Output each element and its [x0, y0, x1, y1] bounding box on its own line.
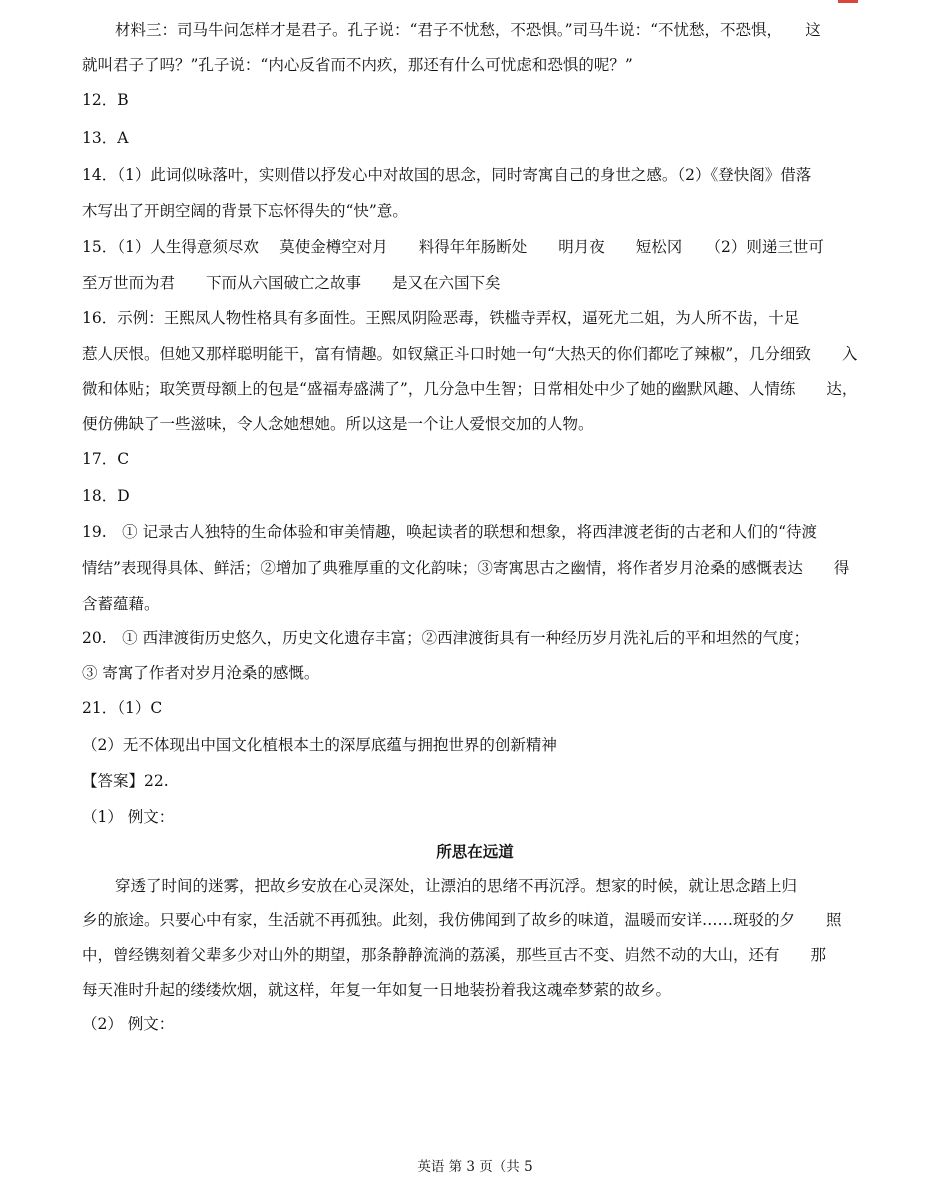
answer-21-part-2: （2）无不体现出中国文化植根本土的深厚底蕴与拥抱世界的创新精神 — [82, 736, 557, 754]
essay-line-3: 中，曾经镌刻着父辈多少对山外的期望，那条静静流淌的荔溪，那些亘古不变、岿然不动的大山，还有 那 — [82, 946, 827, 964]
essay-title: 所思在远道 — [436, 843, 514, 861]
answer-12: 12．B — [82, 91, 129, 109]
answer-14-line-1: 14．（1）此词似咏落叶，实则借以抒发心中对故国的思念，同时寄寓自己的身世之感。（2）《登快阁》借落 — [82, 166, 812, 184]
answer-16-line-1: 16．示例：王熙凤人物性格具有多面性。王熙凤阴险恶毒，铁槛寺弄权，逼死尤二姐，为人所不齿，十足 — [82, 309, 800, 327]
answer-19-line-2: 情结”表现得具体、鲜活；②增加了典雅厚重的文化韵味；③寄寓思古之幽情，将作者岁月沧桑的感慨表达 得 — [82, 559, 850, 577]
answer-21-part-1: 21．（1）C — [82, 699, 163, 717]
example-2-label: （2） 例文： — [82, 1015, 175, 1033]
answer-16-line-3: 微和体贴；取笑贾母额上的包是“盛福寿盛满了”，几分急中生智；日常相处中少了她的幽默风趣、人情练 达， — [82, 380, 858, 398]
answer-15-line-2: 至万世而为君 下而从六国破亡之故事 是又在六国下矣 — [82, 274, 501, 292]
answer-22-label: 【答案】22. — [82, 772, 169, 790]
answer-19-line-1: 19. ① 记录古人独特的生命体验和审美情趣，唤起读者的联想和想象，将西津渡老街的古老和人们的“待渡 — [82, 523, 818, 541]
answer-13: 13．A — [82, 129, 129, 147]
material-three-line-2: 就叫君子了吗？”孔子说：“内心反省而不内疚，那还有什么可忧虑和恐惧的呢？” — [82, 56, 633, 74]
material-three-line-1: 材料三：司马牛问怎样才是君子。孔子说：“君子不忧愁，不恐惧。”司马牛说：“不忧愁，不恐惧， 这 — [115, 21, 821, 39]
essay-line-2: 乡的旅途。只要心中有家，生活就不再孤独。此刻，我仿佛闻到了故乡的味道，温暖而安详……斑驳的夕 照 — [82, 911, 842, 929]
answer-20-line-1: 20. ① 西津渡街历史悠久，历史文化遗存丰富；②西津渡街具有一种经历岁月洗礼后的平和坦然的气度； — [82, 629, 810, 647]
answer-20-line-2: ③ 寄寓了作者对岁月沧桑的感慨。 — [82, 664, 320, 682]
essay-line-1: 穿透了时间的迷雾，把故乡安放在心灵深处，让漂泊的思绪不再沉浮。想家的时候，就让思念踏上归 — [115, 877, 798, 895]
answer-18: 18．D — [82, 487, 130, 505]
answer-15-line-1: 15．（1）人生得意须尽欢 莫使金樽空对月 料得年年肠断处 明月夜 短松冈 （2）则递三世可 — [82, 238, 824, 256]
page-footer: 英语 第 3 页（共 5 — [417, 1159, 533, 1175]
essay-line-4: 每天准时升起的缕缕炊烟，就这样，年复一年如复一日地装扮着我这魂牵梦萦的故乡。 — [82, 981, 672, 999]
corner-mark — [838, 0, 858, 3]
answer-16-line-4: 便仿佛缺了一些滋味，令人念她想她。所以这是一个让人爱恨交加的人物。 — [82, 415, 594, 433]
answer-16-line-2: 惹人厌恨。但她又那样聪明能干，富有情趣。如钗黛正斗口时她一句“大热天的你们都吃了辣椒”，几分细致 入 — [82, 345, 858, 363]
example-1-label: （1） 例文： — [82, 808, 175, 826]
answer-19-line-3: 含蓄蕴藉。 — [82, 595, 160, 613]
answer-17: 17．C — [82, 450, 130, 468]
answer-14-line-2: 木写出了开朗空阔的背景下忘怀得失的“快”意。 — [82, 202, 408, 220]
